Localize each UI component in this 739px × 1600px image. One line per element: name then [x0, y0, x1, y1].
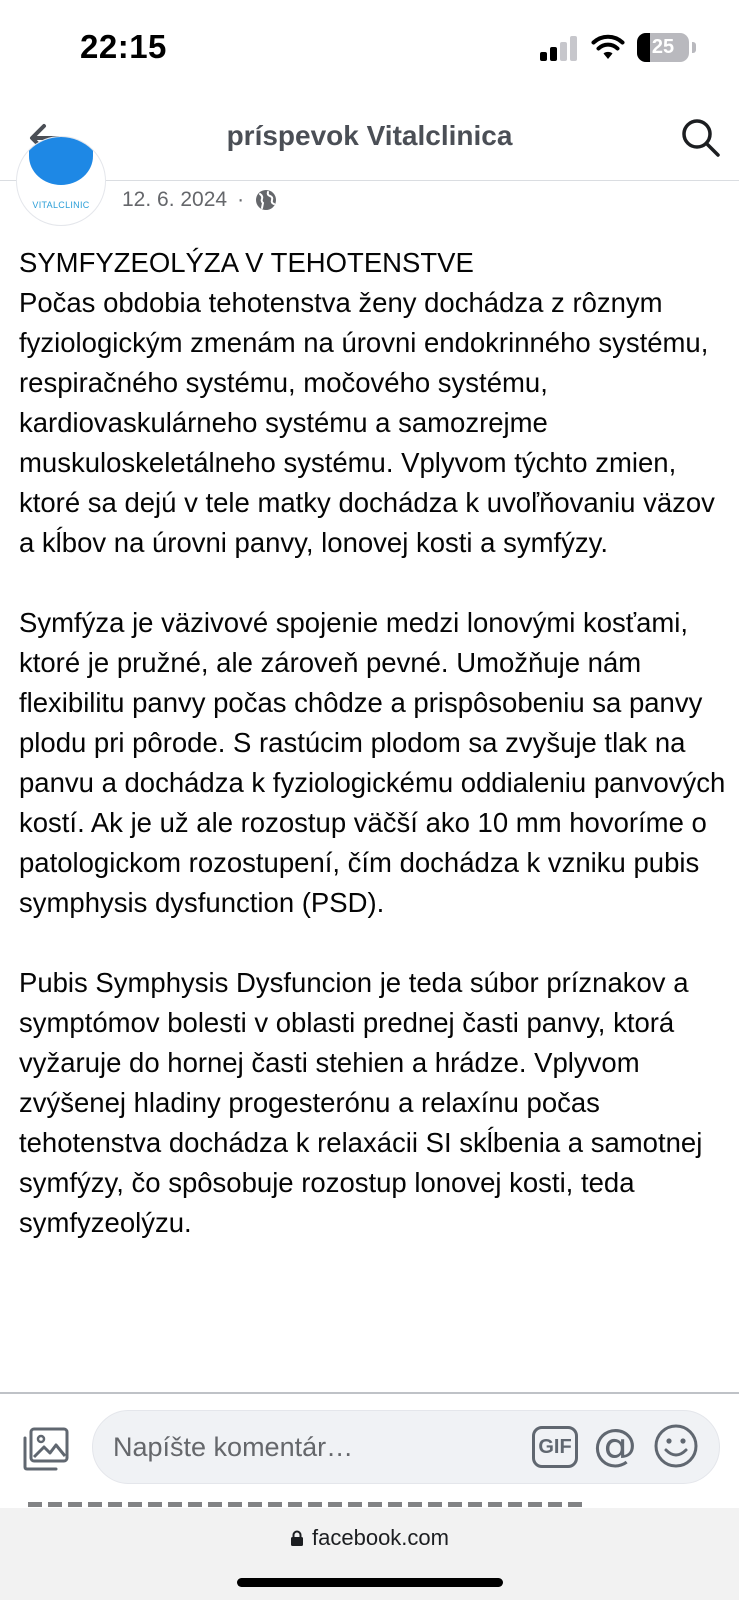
battery-cap: [692, 42, 696, 53]
page-title: príspevok Vitalclinica: [226, 120, 513, 151]
page-header: [0, 100, 739, 181]
battery-level: 25: [651, 36, 675, 58]
avatar-brand: VITALCLINIC: [32, 200, 90, 210]
post-meta: [122, 188, 278, 212]
avatar[interactable]: [16, 136, 106, 226]
meta-separator: ·: [237, 188, 245, 211]
lock-icon: [290, 1530, 304, 1546]
post-date[interactable]: 12. 6. 2024: [122, 188, 228, 211]
wifi-icon: [591, 33, 625, 61]
status-bar: [0, 0, 739, 100]
avatar-logo-shape: [29, 136, 93, 185]
gif-button[interactable]: GIF: [532, 1426, 578, 1468]
photo-button[interactable]: [22, 1426, 70, 1472]
post-text: [19, 243, 729, 1243]
search-button[interactable]: [677, 114, 725, 162]
post-paragraph: Symfýza je väzivové spojenie medzi lonovými kosťami, ktoré je pružné, ale zároveň pevné. Umožňuje nám flexibilitu panvy počas chôdze a prispôsobeniu sa panvy plodu pri pôrode. S rastúcim plodom sa zvyšuje tlak na panvu a dochádza k fyziologickému oddialeniu panvových kostí. Ak je už ale rozostup väčší ako 10 mm hovoríme o patologickom rozostupení, čím dochádza k vzniku pubis symphysis dysfunction (PSD).: [19, 607, 726, 918]
post-paragraph: Počas obdobia tehotenstva ženy dochádza z rôznym fyziologickým zmenám na úrovni endokrinného systému, respiračného systému, močového systému, kardiovaskulárneho systému a samozrejme muskuloskeletálneho systému. Vplyvom týchto zmien, ktoré sa dejú v tele matky dochádza k uvoľňovaniu väzov a kĺbov na úrovni panvy, lonovej kosti a symfýzy.: [19, 287, 715, 558]
signal-icon: [540, 35, 578, 61]
photo-icon: [22, 1426, 70, 1472]
clipped-text-strip: [0, 1500, 739, 1508]
globe-icon: [254, 188, 278, 212]
battery-icon: [637, 33, 689, 62]
comment-input[interactable]: [92, 1410, 720, 1484]
status-time: 22:15: [80, 28, 167, 65]
post-heading: SYMFYZEOLÝZA V TEHOTENSTVE: [19, 247, 474, 278]
comment-placeholder: Napíšte komentár…: [113, 1432, 354, 1462]
search-icon: [677, 114, 725, 162]
emoji-icon: [653, 1423, 699, 1469]
browser-bar: [0, 1508, 739, 1600]
home-indicator[interactable]: [237, 1578, 503, 1587]
post-paragraph: Pubis Symphysis Dysfuncion je teda súbor príznakov a symptómov bolesti v oblasti prednej časti panvy, ktorá vyžaruje do hornej časti stehien a hrádze. Vplyvom zvýšenej hladiny progesterónu a relaxínu počas tehotenstva dochádza k relaxácii SI skĺbenia a samotnej symfýzy, čo spôsobuje rozostup lonovej kosti, teda symfyzeolýzu.: [19, 967, 703, 1238]
emoji-button[interactable]: [653, 1423, 699, 1469]
mention-button[interactable]: @: [593, 1420, 637, 1471]
url-text: facebook.com: [312, 1525, 449, 1550]
url-bar[interactable]: [0, 1508, 739, 1568]
comment-bar: [0, 1392, 739, 1502]
